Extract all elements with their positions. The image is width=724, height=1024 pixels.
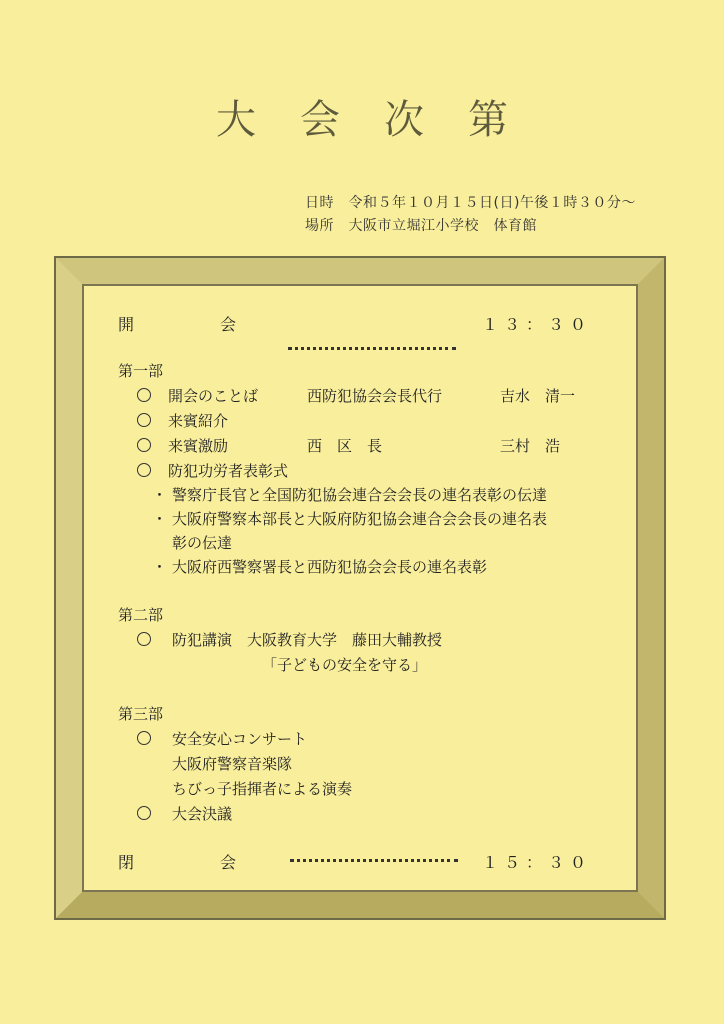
closing-time: １５：３０ <box>482 853 593 872</box>
closing-label-2: 会 <box>220 853 238 872</box>
circle-icon <box>137 463 151 477</box>
award-line-2-cont: 彰の伝達 <box>172 534 233 552</box>
circle-icon <box>137 806 151 820</box>
event-place: 場所 大阪市立堀江小学校 体育館 <box>305 218 537 234</box>
opening-label-1: 開 <box>118 315 136 334</box>
part3-heading: 第三部 <box>118 705 164 723</box>
program-frame-inner <box>82 284 638 892</box>
circle-icon <box>137 438 151 452</box>
circle-icon <box>137 413 151 427</box>
closing-dots <box>290 859 458 862</box>
part3-item-2: 大会決議 <box>172 805 233 823</box>
part1-item-2: 来賓紹介 <box>168 412 229 430</box>
bullet-icon: ・ <box>152 558 168 576</box>
circle-icon <box>137 632 151 646</box>
part1-item-4: 防犯功労者表彰式 <box>168 462 289 480</box>
closing-label-1: 閉 <box>118 853 136 872</box>
opening-label-2: 会 <box>220 315 238 334</box>
part1-item-1-role: 西防犯協会会長代行 <box>307 387 443 405</box>
part1-item-1: 開会のことば <box>168 387 259 405</box>
part1-item-3-person: 三村 浩 <box>500 437 561 455</box>
part1-item-1-person: 吉水 清一 <box>500 387 576 405</box>
part2-subtitle: 「子どもの安全を守る」 <box>262 656 428 674</box>
part3-item-1: 安全安心コンサート <box>172 730 308 748</box>
bullet-icon: ・ <box>152 510 168 528</box>
circle-icon <box>137 388 151 402</box>
award-line-3: 大阪府西警察署長と西防犯協会会長の連名表彰 <box>172 558 488 576</box>
opening-time: １３：３０ <box>482 315 593 334</box>
bullet-icon: ・ <box>152 486 168 504</box>
page-title: 大会次第 <box>216 97 552 143</box>
part2-item: 防犯講演 大阪教育大学 藤田大輔教授 <box>172 631 443 649</box>
part3-sub-1: 大阪府警察音楽隊 <box>172 755 293 773</box>
part1-item-3: 来賓激励 <box>168 437 229 455</box>
part1-item-3-role: 西 区 長 <box>307 437 383 455</box>
award-line-2: 大阪府警察本部長と大阪府防犯協会連合会会長の連名表 <box>172 510 548 528</box>
part1-heading: 第一部 <box>118 362 164 380</box>
award-line-1: 警察庁長官と全国防犯協会連合会会長の連名表彰の伝達 <box>172 486 548 504</box>
event-datetime: 日時 令和５年１０月１５日(日)午後１時３０分～ <box>305 195 636 211</box>
part2-heading: 第二部 <box>118 606 164 624</box>
opening-dots <box>288 347 456 350</box>
circle-icon <box>137 731 151 745</box>
part3-sub-2: ちびっ子指揮者による演奏 <box>172 780 353 798</box>
